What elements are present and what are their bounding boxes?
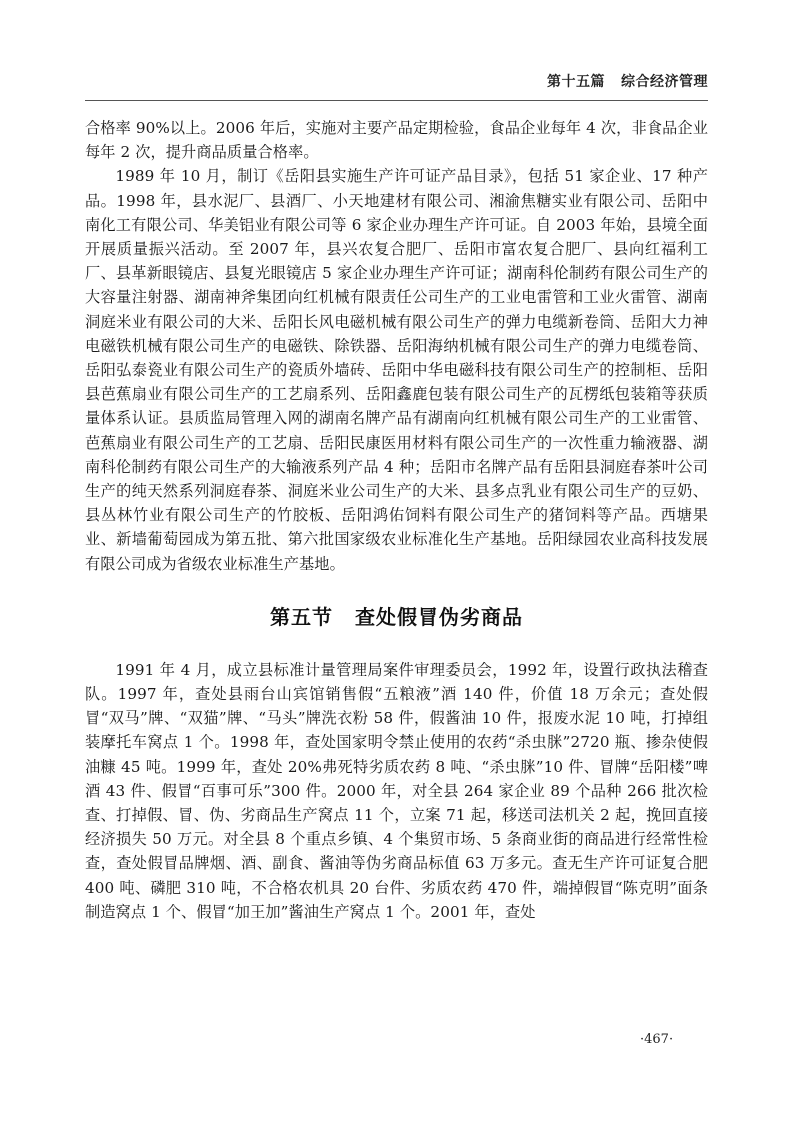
header-part: 第十五篇	[547, 74, 605, 90]
running-header	[85, 71, 708, 91]
paragraph-production-license: 1989 年 10 月，制订《岳阳县实施生产许可证产品目录》，包括 51 家企业、17 种产品。1998 年，县水泥厂、县酒厂、小天地建材有限公司、湘渝焦糖实业有限公司、岳阳中南化工有限公司、华美铝业有限公司等 6 家企业办理生产许可证。自 2003 年始，县境全面开展质量振兴活动。至 2007 年，县兴农复合肥厂、岳阳市富农复合肥厂、县向红福利工厂、县革新眼镜店、县复光眼镜店 5 家企业办理生产许可证；湖南科伦制药有限公司生产的大容量注射器、湖南神斧集团向红机械有限责任公司生产的工业电雷管和工业火雷管、湖南洞庭米业有限公司的大米、岳阳长风电磁机械有限公司生产的弹力电缆新卷筒、岳阳大力神电磁铁机械有限公司生产的电磁铁、除铁器、岳阳海纳机械有限公司生产的弹力电缆卷筒、岳阳弘泰瓷业有限公司生产的瓷质外墙砖、岳阳中华电磁科技有限公司生产的控制柜、岳阳县芭蕉扇业有限公司生产的工艺扇系列、岳阳鑫鹿包装有限公司生产的瓦楞纸包装箱等获质量体系认证。县质监局管理入网的湖南名牌产品有湖南向红机械有限公司生产的工业雷管、芭蕉扇业有限公司生产的工艺扇、岳阳民康医用材料有限公司生产的一次性重力输液器、湖南科伦制药有限公司生产的大输液系列产品 4 种；岳阳市名牌产品有岳阳县洞庭春茶叶公司生产的纯天然系列洞庭春茶、洞庭米业公司生产的大米、县多点乳业有限公司生产的豆奶、县丛林竹业有限公司生产的竹胶板、岳阳鸿佑饲料有限公司生产的猪饲料等产品。西塘果业、新墙葡萄园成为第五批、第六批国家级农业标准化生产基地。岳阳绿园农业高科技发展有限公司成为省级农业标准生产基地。	[85, 167, 708, 573]
section-number: 第五节	[270, 604, 333, 629]
page-number: ·467·	[640, 1032, 674, 1047]
paragraph-counterfeit-enforcement: 1991 年 4 月，成立县标准计量管理局案件审理委员会，1992 年，设置行政执法稽查队。1997 年，查处县雨台山宾馆销售假“五粮液”酒 140 件，价值 18 万余元；查处假冒“双马”牌、“双猫”牌、“马头”牌洗衣粉 58 件，假酱油 10 件，报废水泥 10 吨，打掉组装摩托车窝点 1 个。1998 年，查处国家明令禁止使用的农药“杀虫脒”2720 瓶、掺杂使假油糠 45 吨。1999 年，查处 20%弗死特劣质农药 8 吨、“杀虫脒”10 件、冒牌“岳阳楼”啤酒 43 件、假冒“百事可乐”300 件。2000 年，对全县 264 家企业 89 个品种 266 批次检查、打掉假、冒、伪、劣商品生产窝点 11 个，立案 71 起，移送司法机关 2 起，挽回直接经济损失 50 万元。对全县 8 个重点乡镇、4 个集贸市场、5 条商业街的商品进行经常性检查，查处假冒品牌烟、酒、副食、酱油等伪劣商品标值 63 万多元。查无生产许可证复合肥 400 吨、磷肥 310 吨，不合格农机具 20 台件、劣质农药 470 件，端掉假冒“陈克明”面条制造窝点 1 个、假冒“加王加”酱油生产窝点 1 个。2001 年，查处	[85, 660, 708, 921]
body-text	[85, 116, 708, 924]
section-heading	[85, 603, 708, 631]
section-title: 查处假冒伪劣商品	[355, 604, 523, 629]
paragraph-continued: 合格率 90%以上。2006 年后，实施对主要产品定期检验，食品企业每年 4 次，非食品企业每年 2 次，提升商品质量合格率。	[85, 119, 708, 162]
header-rule	[85, 100, 708, 101]
header-title: 综合经济管理	[621, 74, 708, 90]
